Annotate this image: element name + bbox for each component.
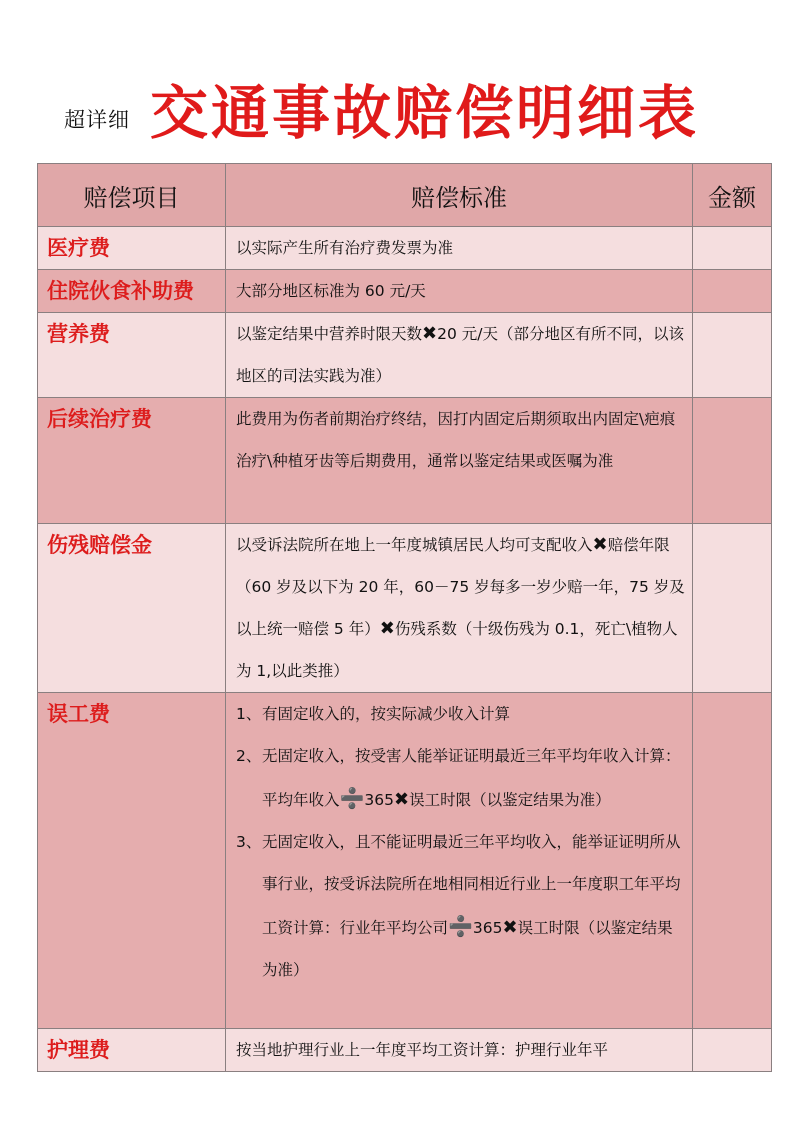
row-standard: 大部分地区标准为 60 元/天 bbox=[226, 270, 693, 313]
row-item-name: 伤残赔偿金 bbox=[38, 524, 226, 693]
row-amount bbox=[693, 270, 772, 313]
row-standard bbox=[226, 313, 693, 398]
list-text: 无固定收入，且不能证明最近三年平均收入，能举证证明所从事行业，按受诉法院所在地相同相近行业上一年度职工年平均工资计算：行业年平均公司 bbox=[262, 833, 681, 937]
row-standard: 按当地护理行业上一年度平均工资计算：护理行业年平 bbox=[226, 1029, 693, 1072]
page-title: 交通事故赔偿明细表 bbox=[150, 79, 700, 147]
list-text: 误工时限（以鉴定结果为准） bbox=[409, 791, 611, 809]
list-item bbox=[236, 821, 686, 991]
standard-text: 20 元/天（部分地区有所不同，以该地区的司法实践为准） bbox=[236, 325, 684, 385]
table-row bbox=[38, 693, 772, 1029]
row-item-name: 误工费 bbox=[38, 693, 226, 1029]
row-standard bbox=[226, 693, 693, 1029]
column-header-item: 赔偿项目 bbox=[38, 164, 226, 227]
row-item-name: 后续治疗费 bbox=[38, 398, 226, 524]
row-amount bbox=[693, 524, 772, 693]
row-amount bbox=[693, 313, 772, 398]
column-header-standard: 赔偿标准 bbox=[226, 164, 693, 227]
row-amount bbox=[693, 1029, 772, 1072]
multiply-icon: ✖ bbox=[422, 323, 438, 344]
list-item bbox=[236, 693, 686, 735]
row-amount bbox=[693, 693, 772, 1029]
column-header-amount: 金额 bbox=[693, 164, 772, 227]
list-item bbox=[236, 735, 686, 821]
row-item-name: 住院伙食补助费 bbox=[38, 270, 226, 313]
list-text: 无固定收入，按受害人能举证证明最近三年平均年收入计算：平均年收入 bbox=[262, 747, 681, 809]
row-standard bbox=[226, 524, 693, 693]
list-text: 误工时限（以鉴定结果为准） bbox=[262, 919, 673, 979]
row-amount bbox=[693, 398, 772, 524]
multiply-icon: ✖ bbox=[502, 917, 518, 938]
multiply-icon: ✖ bbox=[394, 789, 410, 810]
table-row bbox=[38, 524, 772, 693]
compensation-table bbox=[37, 163, 772, 1072]
table-header-row bbox=[38, 164, 772, 227]
standard-text: 伤残系数（十级伤残为 0.1，死亡\植物人为 1,以此类推） bbox=[236, 620, 678, 680]
multiply-icon: ✖ bbox=[592, 534, 608, 555]
row-standard: 以实际产生所有治疗费发票为准 bbox=[226, 227, 693, 270]
row-item-name: 医疗费 bbox=[38, 227, 226, 270]
table-row bbox=[38, 270, 772, 313]
row-standard: 此费用为伤者前期治疗终结，因打内固定后期须取出内固定\疤痕治疗\种植牙齿等后期费用，通常以鉴定结果或医嘱为准 bbox=[226, 398, 693, 524]
list-text: 有固定收入的，按实际减少收入计算 bbox=[262, 705, 511, 723]
list-text: 365 bbox=[364, 791, 395, 809]
standard-text: 以受诉法院所在地上一年度城镇居民人均可支配收入 bbox=[236, 536, 593, 554]
row-amount bbox=[693, 227, 772, 270]
row-item-name: 护理费 bbox=[38, 1029, 226, 1072]
table-row bbox=[38, 1029, 772, 1072]
table-row bbox=[38, 313, 772, 398]
row-item-name: 营养费 bbox=[38, 313, 226, 398]
table-row bbox=[38, 398, 772, 524]
list-index: 3、 bbox=[236, 833, 262, 851]
multiply-icon: ✖ bbox=[379, 618, 395, 639]
subtitle: 超详细 bbox=[64, 108, 130, 132]
title-area bbox=[0, 62, 800, 147]
list-text: 365 bbox=[472, 919, 503, 937]
divide-icon: ➗ bbox=[448, 914, 473, 938]
standard-text: 赔偿年限（60 岁及以下为 20 年，60－75 岁每多一岁少赔一年，75 岁及以上统一赔偿 5 年） bbox=[236, 536, 685, 638]
list-index: 1、 bbox=[236, 705, 262, 723]
list-index: 2、 bbox=[236, 747, 262, 765]
standard-text: 以鉴定结果中营养时限天数 bbox=[236, 325, 423, 343]
table-row bbox=[38, 227, 772, 270]
divide-icon: ➗ bbox=[339, 786, 365, 810]
